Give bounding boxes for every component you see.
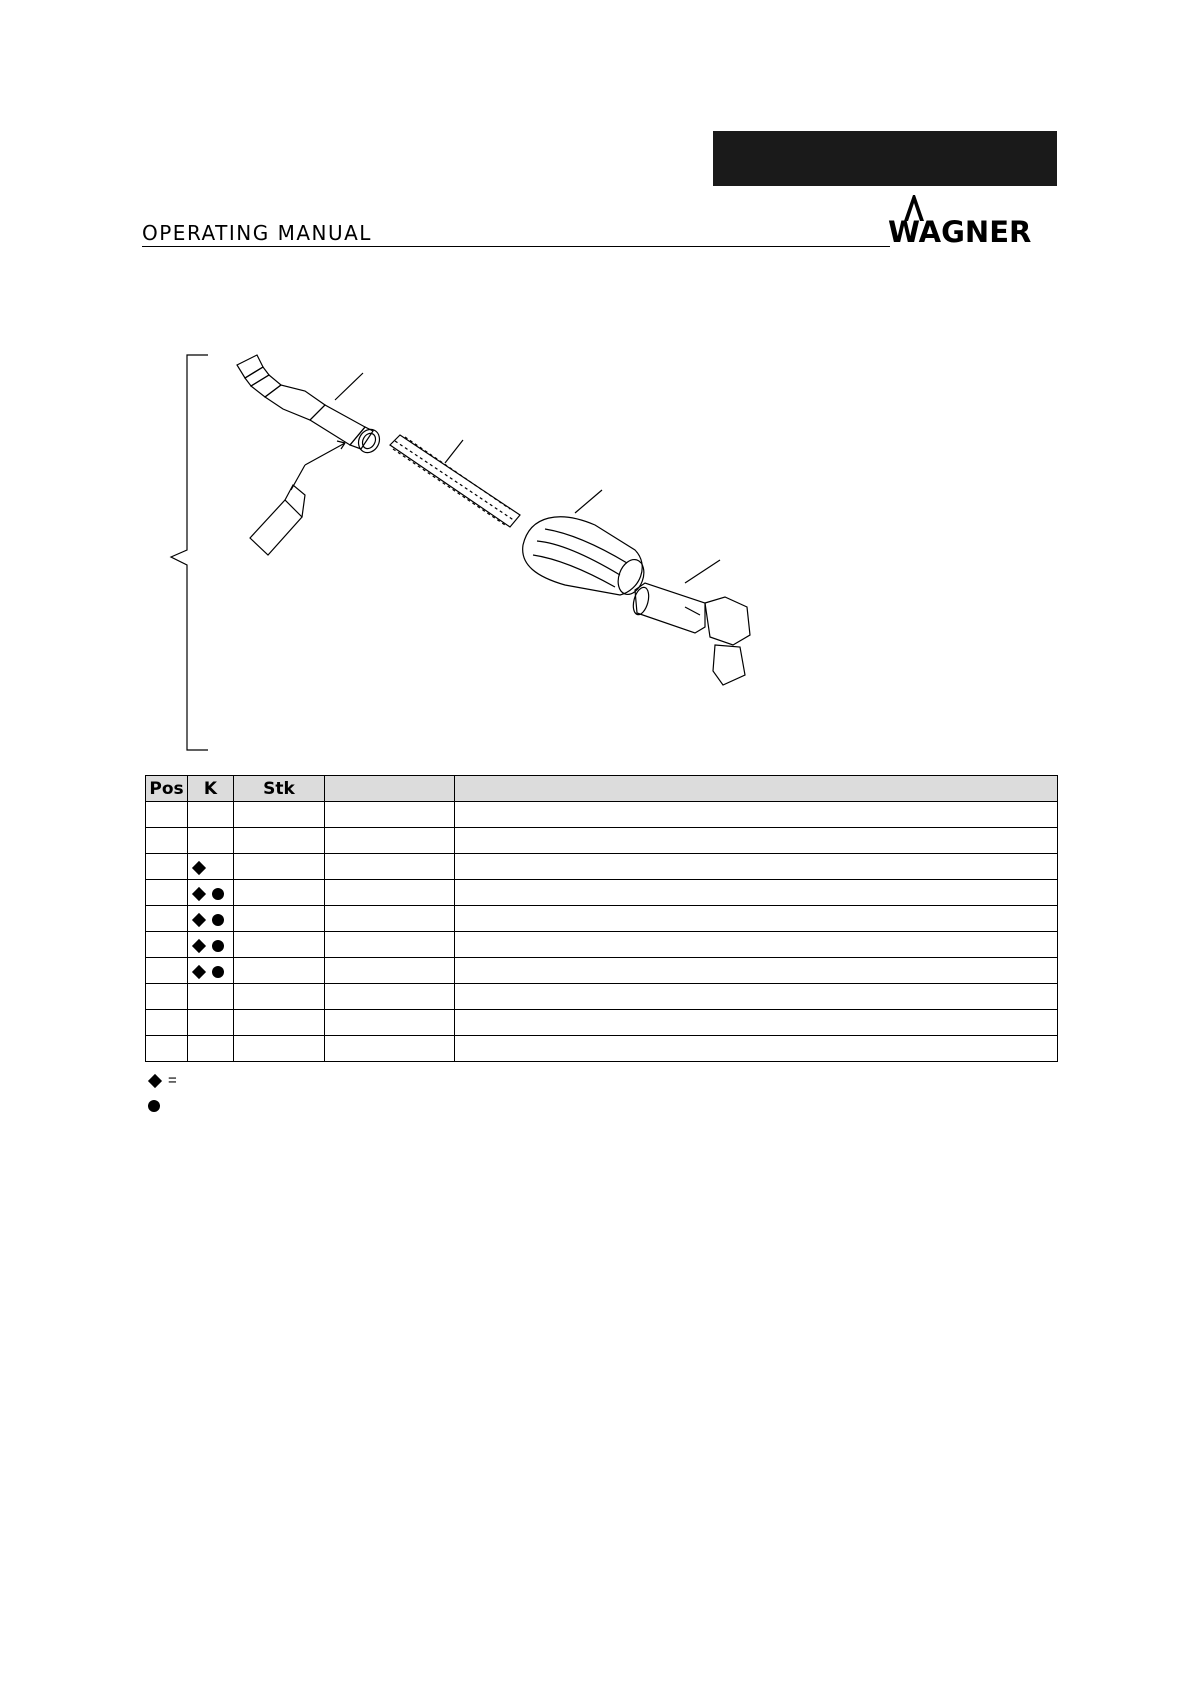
cell-stk — [234, 880, 325, 906]
cell-description — [455, 854, 1058, 880]
legend-diamond-text: = — [168, 1072, 177, 1089]
cell-stk — [234, 1036, 325, 1062]
cell-pos — [146, 854, 188, 880]
col-header-order-no — [325, 776, 455, 802]
col-header-pos: Pos — [146, 776, 188, 802]
cell-stk — [234, 802, 325, 828]
cell-order-no — [325, 1036, 455, 1062]
cell-pos — [146, 1036, 188, 1062]
cell-order-no — [325, 854, 455, 880]
cell-stk — [234, 958, 325, 984]
cell-k — [188, 932, 234, 958]
col-header-description — [455, 776, 1058, 802]
assembly-bracket — [171, 355, 208, 750]
table-row — [146, 854, 1058, 880]
cell-order-no — [325, 984, 455, 1010]
dot-icon — [212, 940, 224, 952]
wagner-logo-text: WAGNER — [888, 215, 1032, 249]
cell-order-no — [325, 828, 455, 854]
wagner-logo — [888, 195, 1058, 251]
table-row — [146, 906, 1058, 932]
part-grip-icon — [523, 490, 649, 598]
part-filter-icon — [390, 435, 520, 527]
cell-k — [188, 802, 234, 828]
table-row — [146, 802, 1058, 828]
cell-pos — [146, 828, 188, 854]
cell-k — [188, 1010, 234, 1036]
table-row — [146, 932, 1058, 958]
parts-table-body — [146, 802, 1058, 1062]
cell-stk — [234, 906, 325, 932]
col-header-stk: Stk — [234, 776, 325, 802]
cell-order-no — [325, 906, 455, 932]
header-black-bar — [713, 131, 1057, 186]
diamond-icon — [148, 1074, 162, 1088]
exploded-parts-drawing — [165, 345, 865, 755]
table-row — [146, 984, 1058, 1010]
dot-icon — [212, 914, 224, 926]
cell-k — [188, 880, 234, 906]
cell-pos — [146, 932, 188, 958]
cell-k — [188, 906, 234, 932]
cell-pos — [146, 880, 188, 906]
diamond-icon — [192, 938, 206, 952]
cell-pos — [146, 958, 188, 984]
cell-stk — [234, 828, 325, 854]
cell-description — [455, 906, 1058, 932]
parts-table — [145, 775, 1058, 1062]
cell-order-no — [325, 1010, 455, 1036]
parts-table-header-row — [146, 776, 1058, 802]
cell-pos — [146, 802, 188, 828]
cell-description — [455, 1036, 1058, 1062]
manual-title: OPERATING MANUAL — [142, 221, 372, 245]
col-header-k: K — [188, 776, 234, 802]
cell-description — [455, 1010, 1058, 1036]
cell-k — [188, 854, 234, 880]
cell-description — [455, 958, 1058, 984]
dot-icon — [212, 888, 224, 900]
cell-pos — [146, 1010, 188, 1036]
cell-stk — [234, 854, 325, 880]
cell-description — [455, 932, 1058, 958]
cell-description — [455, 828, 1058, 854]
cell-description — [455, 880, 1058, 906]
cell-k — [188, 1036, 234, 1062]
cell-description — [455, 802, 1058, 828]
cell-stk — [234, 984, 325, 1010]
dot-icon — [148, 1100, 160, 1112]
cell-k — [188, 828, 234, 854]
cell-pos — [146, 984, 188, 1010]
diamond-icon — [192, 964, 206, 978]
cell-description — [455, 984, 1058, 1010]
part-tube-icon — [237, 355, 383, 456]
diamond-icon — [192, 912, 206, 926]
table-row — [146, 1010, 1058, 1036]
table-row — [146, 958, 1058, 984]
cell-stk — [234, 1010, 325, 1036]
cell-k — [188, 984, 234, 1010]
sealant-tube-icon — [250, 441, 345, 555]
dot-icon — [212, 966, 224, 978]
cell-k — [188, 958, 234, 984]
table-row — [146, 1036, 1058, 1062]
cell-order-no — [325, 802, 455, 828]
part-elbow-icon — [631, 560, 750, 685]
header-rule — [142, 246, 890, 247]
cell-order-no — [325, 932, 455, 958]
legend-dot — [148, 1097, 160, 1114]
cell-stk — [234, 932, 325, 958]
cell-pos — [146, 906, 188, 932]
legend-diamond — [148, 1072, 177, 1089]
table-row — [146, 880, 1058, 906]
cell-order-no — [325, 958, 455, 984]
cell-order-no — [325, 880, 455, 906]
diamond-icon — [192, 860, 206, 874]
diamond-icon — [192, 886, 206, 900]
table-row — [146, 828, 1058, 854]
